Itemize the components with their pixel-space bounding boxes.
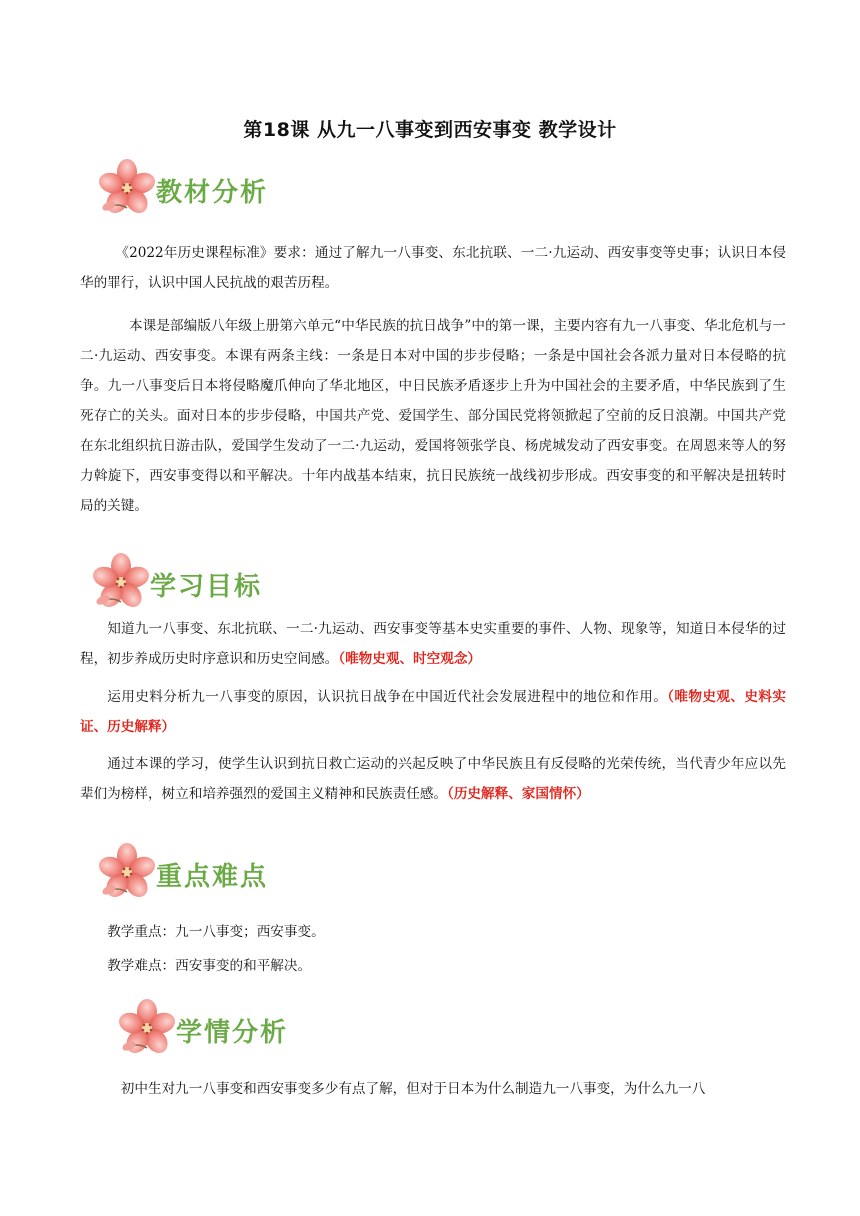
learner-paragraph-1: 初中生对九一八事变和西安事变多少有点了解，但对于日本为什么制造九一八事变，为什么九一八 bbox=[120, 1081, 706, 1097]
objective-text: 知道九一八事变、东北抗联、一二·九运动、西安事变等基本史实重要的事件、人物、现象等，知道日本侵华的过程，初步养成历史时序意识和历史空间感。 bbox=[80, 621, 786, 667]
teaching-difficulty: 教学难点：西安事变的和平解决。 bbox=[107, 958, 312, 974]
competency-tag: （唯物史观、时空观念） bbox=[338, 651, 482, 667]
objective-text: 运用史料分析九一八事变的原因，认识抗日战争在中国近代社会发展进程中的地位和作用。 bbox=[107, 689, 668, 705]
analysis-paragraph-1: 《2022年历史课程标准》要求：通过了解九一八事变、东北抗联、一二·九运动、西安事变等史事；认识日本侵华的罪行，认识中国人民抗战的艰苦历程。 bbox=[80, 245, 786, 291]
analysis-paragraph-2: 本课是部编版八年级上册第六单元“中华民族的抗日战争”中的第一课，主要内容有九一八事变、华北危机与一二·九运动、西安事变。本课有两条主线：一条是日本对中国的步步侵略；一条是中国社会各派力量对日本侵略的抗争。九一八事变后日本将侵略魔爪伸向了华北地区，中日民族矛盾逐步上升为中国社会的主要矛盾，中华民族到了生死存亡的关头。面对日本的步步侵略，中国共产党、爱国学生、部分国民党将领掀起了空前的反日浪潮。中国共产党在东北组织抗日游击队，爱国学生发动了一二·九运动，爱国将领张学良、杨虎城发动了西安事变。在周恩来等人的努力斡旋下，西安事变得以和平解决。十年内战基本结束，抗日民族统一战线初步形成。西安事变的和平解决是扭转时局的关键。 bbox=[80, 318, 786, 514]
objective-text: 通过本课的学习，使学生认识到抗日救亡运动的兴起反映了中华民族且有反侵略的光荣传统，当代青少年应以先辈们为榜样，树立和培养强烈的爱国主义精神和民族责任感。 bbox=[80, 756, 786, 802]
plum-blossom-icon bbox=[90, 552, 152, 610]
objective-2 bbox=[80, 682, 786, 742]
plum-blossom-icon bbox=[96, 158, 158, 216]
plum-blossom-icon bbox=[116, 998, 178, 1056]
section-heading-label: 学情分析 bbox=[176, 1018, 289, 1048]
section-heading-label: 教材分析 bbox=[156, 178, 269, 208]
teaching-focus: 教学重点：九一八事变；西安事变。 bbox=[107, 924, 325, 940]
plum-blossom-icon bbox=[96, 842, 158, 900]
section-heading-label: 重点难点 bbox=[156, 862, 269, 892]
objective-3 bbox=[80, 749, 786, 809]
section-heading-label: 学习目标 bbox=[150, 572, 263, 602]
competency-tag: （历史解释、家国情怀） bbox=[447, 786, 590, 802]
document-title: 第18课 从九一八事变到西安事变 教学设计 bbox=[243, 119, 617, 141]
objective-1 bbox=[80, 614, 786, 674]
competency-tag: （唯物史观、史料实证、历史解释） bbox=[80, 689, 786, 735]
